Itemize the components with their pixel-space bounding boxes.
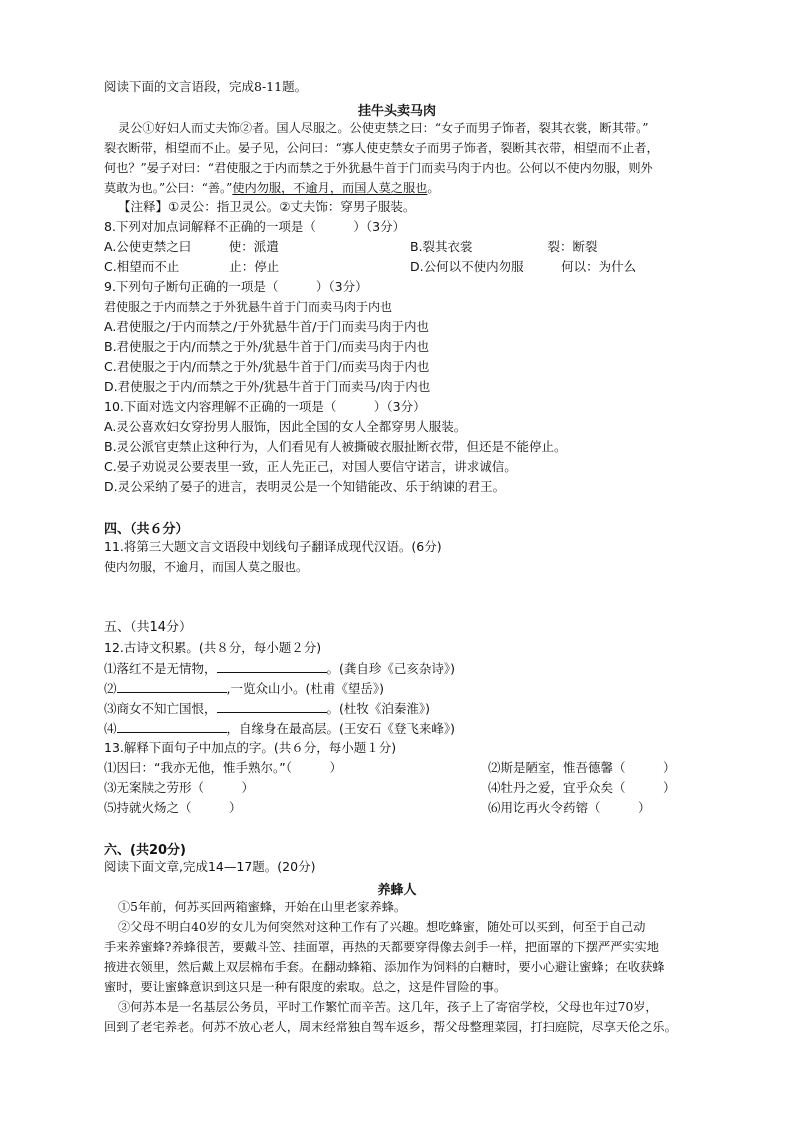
q10-option-b: B.灵公派官吏禁止这种行为，人们看见有人被撕破衣服扯断衣带，但还是不能停止。 xyxy=(104,439,567,454)
article-line: ②父母不明白40岁的女儿为何突然对这种工作有了兴趣。想吃蜂蜜，随处可以买到，何至于自己动 xyxy=(118,920,646,934)
passage-text: 莫敢为也。”公曰：“善。” xyxy=(104,181,233,195)
section-6-intro: 阅读下面文章,完成14—17题。(20分) xyxy=(104,859,316,874)
poem-blank-3 xyxy=(104,700,430,717)
q8-option-b: B.裂其衣裳 裂：断裂 xyxy=(410,239,598,254)
answer-blank[interactable] xyxy=(117,720,227,733)
q11-sentence: 使内勿服，不逾月，而国人莫之服也。 xyxy=(104,560,309,574)
passage-text: 。 xyxy=(427,181,440,195)
q12-stem: 12.古诗文积累。(共８分，每小题２分) xyxy=(104,640,322,655)
q10-option-c: C.晏子劝说灵公要表里一致，正人先正己，对国人要信守诺言，讲求诚信。 xyxy=(104,459,517,474)
poem-blank-1 xyxy=(104,660,455,677)
answer-blank[interactable] xyxy=(217,660,327,673)
article-line: 蜜时，要让蜜蜂意识到这只是一种有限度的索取。总之，这是件冒险的事。 xyxy=(104,980,507,994)
article-line: 回到了老宅养老。何苏不放心老人，周末经常独自驾车返乡，帮父母整理菜园，打扫庭院，尽享天伦之乐。 xyxy=(104,1020,677,1034)
poem-text: ⑵ xyxy=(104,681,117,696)
poem-source: 。(杜牧《泊秦淮》) xyxy=(326,701,431,716)
passage-title: 挂牛头卖马肉 xyxy=(357,104,436,119)
passage-line: 裂衣断带，相望而不止。晏子见，公问曰：“寡人使吏禁女子而男子饰者，裂断其衣带，相望而不止者， xyxy=(104,141,659,155)
answer-blank[interactable] xyxy=(117,680,227,693)
underlined-sentence: 使内勿服，不逾月，而国人莫之服也 xyxy=(232,181,428,195)
article-line: ③何苏本是一名基层公务员，平时工作繁忙而辛苦。这几年，孩子上了寄宿学校，父母也年过70岁， xyxy=(118,1000,658,1014)
q8-option-c: C.相望而不止 止：停止 xyxy=(104,259,280,274)
q13-item-3: ⑶无案牍之劳形（ ） xyxy=(104,780,255,795)
q11-stem: 11.将第三大题文言文语段中划线句子翻译成现代汉语。(6分) xyxy=(104,539,442,554)
q8-stem: 8.下列对加点词解释不正确的一项是（ ）（3分） xyxy=(104,219,406,234)
poem-text: ⑶商女不知亡国恨， xyxy=(104,701,217,716)
article-title: 养蜂人 xyxy=(377,883,417,898)
poem-blank-4 xyxy=(104,720,455,737)
article-line: 手来养蜜蜂?养蜂很苦，要戴斗笠、挂面罩，再热的天都要穿得像去剑手一样，把面罩的下摆严严实实地 xyxy=(104,940,659,954)
section-5-heading: 五、（共14分） xyxy=(104,620,193,635)
section-4-heading: 四、（共６分） xyxy=(104,522,189,537)
q9-option-b: B.君使服之于内/而禁之于外/犹悬牛首于门/而卖马肉于内也 xyxy=(104,339,430,354)
q13-item-4: ⑷牡丹之爱，宜乎众矣（ ） xyxy=(488,780,676,795)
note: 【注释】①灵公：指卫灵公。②丈夫饰：穿男子服装。 xyxy=(118,199,416,214)
poem-source: 。(龚自珍《己亥杂诗》) xyxy=(326,661,456,676)
q13-item-2: ⑵斯是陋室，惟吾德馨（ ） xyxy=(488,760,676,775)
q9-option-a: A.君使服之/于内而禁之/于外犹悬牛首/于门而卖马肉于内也 xyxy=(104,319,429,334)
answer-blank[interactable] xyxy=(217,700,327,713)
q9-stem: 9.下列句子断句正确的一项是（ ）（3分） xyxy=(104,279,368,294)
q13-item-1: ⑴因曰：“我亦无他，惟手熟尔。”（ ） xyxy=(104,760,342,775)
q8-11-intro: 阅读下面的文言语段，完成8-11题。 xyxy=(104,79,308,94)
q9-option-c: C.君使服之于内/而禁之于外/犹悬牛首于门/而卖马肉于内也 xyxy=(104,359,430,374)
poem-text: ⑴落红不是无情物， xyxy=(104,661,217,676)
q13-stem: 13.解释下面句子中加点的字。(共６分，每小题１分) xyxy=(104,740,397,755)
q13-item-5: ⑸持就火炀之（ ） xyxy=(104,800,242,815)
q9-sentence: 君使服之于内而禁之于外犹悬牛首于门而卖马肉于内也 xyxy=(104,300,393,314)
section-6-heading: 六、(共20分) xyxy=(104,843,186,858)
q10-option-d: D.灵公采纳了晏子的进言，表明灵公是一个知错能改、乐于纳谏的君王。 xyxy=(104,479,506,494)
poem-blank-2 xyxy=(104,680,384,697)
q8-option-d: D.公何以不使内勿服 何以：为什么 xyxy=(410,259,637,274)
q9-option-d: D.君使服之于内/而禁之于外/犹悬牛首于门而卖马/肉于内也 xyxy=(104,379,431,394)
q13-item-6: ⑹用讫再火令药镕（ ） xyxy=(488,800,651,815)
poem-source: ,一览众山小。(杜甫《望岳》) xyxy=(226,681,384,696)
article-line: 掖进衣领里，然后戴上双层棉布手套。在翻动蜂箱、添加作为饲料的白糖时，要小心避让蜜蜂；在收获蜂 xyxy=(104,960,665,974)
q10-option-a: A.灵公喜欢妇女穿扮男人服饰，因此全国的女人全都穿男人服装。 xyxy=(104,419,467,434)
poem-source: ，自缘身在最高层。(王安石《登飞来峰》) xyxy=(226,721,456,736)
article-line: ①5年前，何苏买回两箱蜜蜂，开始在山里老家养蜂。 xyxy=(118,900,407,914)
poem-text: ⑷ xyxy=(104,721,117,736)
passage-line xyxy=(104,180,440,196)
q10-stem: 10.下面对选文内容理解不正确的一项是（ ）（3分） xyxy=(104,399,426,414)
passage-line: 灵公①好妇人而丈夫饰②者。国人尽服之。公使吏禁之曰：“女子而男子饰者，裂其衣裳，断其带。” xyxy=(118,121,649,135)
q8-option-a: A.公使吏禁之曰 使：派遣 xyxy=(104,239,279,254)
passage-line: 何也？”晏子对曰：“君使服之于内而禁之于外犹悬牛首于门而卖马肉于内也。公何以不使内勿服，则外 xyxy=(104,161,653,175)
